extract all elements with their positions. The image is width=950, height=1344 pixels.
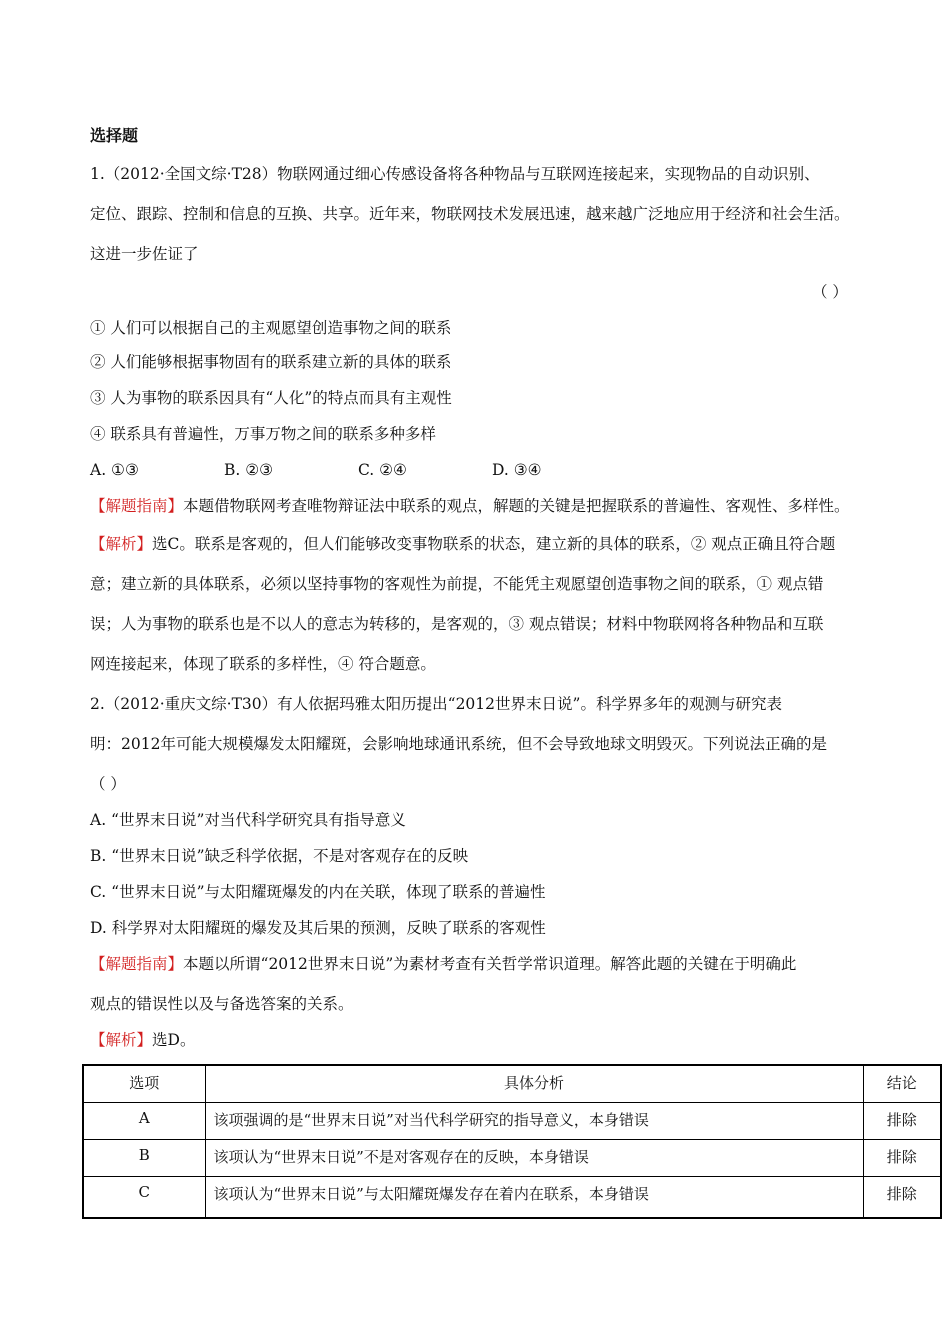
table-cell-option: C bbox=[83, 1176, 205, 1218]
q1-option-d: D. ③④ bbox=[492, 461, 542, 479]
table-cell-conclusion: 排除 bbox=[863, 1102, 941, 1139]
q1-guide-tag: 【解题指南】 bbox=[90, 497, 184, 515]
q2-option-d: D. 科学界对太阳耀斑的爆发及其后果的预测，反映了联系的客观性 bbox=[90, 919, 546, 937]
table-cell-conclusion: 排除 bbox=[863, 1176, 941, 1218]
q1-guide-text: 本题借物联网考查唯物辩证法中联系的观点，解题的关键是把握联系的普遍性、客观性、多样性。 bbox=[183, 497, 850, 515]
q1-analysis-text-1: 选C。联系是客观的，但人们能够改变事物联系的状态，建立新的具体的联系，② 观点正确且符合题 bbox=[152, 535, 836, 553]
q1-option-c: C. ②④ bbox=[358, 461, 407, 479]
q2-guide-line-2: 观点的错误性以及与备选答案的关系。 bbox=[90, 995, 354, 1013]
section-title: 选择题 bbox=[90, 126, 139, 145]
q1-analysis-line-2: 意；建立新的具体联系，必须以坚持事物的客观性为前提，不能凭主观愿望创造事物之间的联系，① 观点错 bbox=[90, 575, 824, 593]
table-header-conclusion: 结论 bbox=[863, 1065, 941, 1102]
q1-statement-3: ③ 人为事物的联系因具有“人化”的特点而具有主观性 bbox=[90, 389, 452, 407]
q1-analysis-line-3: 误；人为事物的联系也是不以人的意志为转移的，是客观的，③ 观点错误；材料中物联网将各种物品和互联 bbox=[90, 615, 824, 633]
q2-analysis-tag: 【解析】 bbox=[90, 1031, 153, 1049]
table-cell-analysis: 该项强调的是“世界末日说”对当代科学研究的指导意义，本身错误 bbox=[205, 1102, 863, 1139]
table-cell-analysis: 该项认为“世界末日说”不是对客观存在的反映，本身错误 bbox=[205, 1139, 863, 1176]
table-cell-option: B bbox=[83, 1139, 205, 1176]
q1-stem-line-2: 定位、跟踪、控制和信息的互换、共享。近年来，物联网技术发展迅速，越来越广泛地应用于经济和社会生活。 bbox=[90, 205, 850, 223]
q1-option-b: B. ②③ bbox=[224, 461, 274, 479]
q1-guide bbox=[90, 496, 850, 516]
q2-guide-tag: 【解题指南】 bbox=[90, 955, 184, 973]
q1-statement-2: ② 人们能够根据事物固有的联系建立新的具体的联系 bbox=[90, 353, 452, 371]
q1-analysis-line-1 bbox=[90, 534, 835, 554]
q2-option-a: A. “世界末日说”对当代科学研究具有指导意义 bbox=[90, 811, 406, 829]
table-row bbox=[83, 1176, 941, 1218]
q1-analysis-tag: 【解析】 bbox=[90, 535, 153, 553]
q1-answer-blank: （ ） bbox=[812, 283, 848, 301]
q1-stem-line-3: 这进一步佐证了 bbox=[90, 245, 199, 263]
q1-option-a: A. ①③ bbox=[90, 461, 139, 479]
table-row bbox=[83, 1139, 941, 1176]
table-header-option: 选项 bbox=[83, 1065, 205, 1102]
q2-guide-text-1: 本题以所谓“2012世界末日说”为素材考查有关哲学常识道理。解答此题的关键在于明确此 bbox=[183, 955, 797, 973]
q1-statement-1: ① 人们可以根据自己的主观愿望创造事物之间的联系 bbox=[90, 319, 452, 337]
q2-answer-blank: （ ） bbox=[90, 775, 126, 793]
q1-analysis-line-4: 网连接起来，体现了联系的多样性，④ 符合题意。 bbox=[90, 655, 436, 673]
q2-stem-line-2: 明：2012年可能大规模爆发太阳耀斑，会影响地球通讯系统，但不会导致地球文明毁灭。下列说法正确的是 bbox=[90, 735, 827, 753]
q2-guide-line-1 bbox=[90, 954, 796, 974]
table-cell-option: A bbox=[83, 1102, 205, 1139]
q2-option-b: B. “世界末日说”缺乏科学依据，不是对客观存在的反映 bbox=[90, 847, 469, 865]
q2-option-c: C. “世界末日说”与太阳耀斑爆发的内在关联，体现了联系的普遍性 bbox=[90, 883, 546, 901]
table-row bbox=[83, 1102, 941, 1139]
q2-analysis-table bbox=[82, 1064, 942, 1219]
table-header-row bbox=[83, 1065, 941, 1102]
q2-analysis bbox=[90, 1030, 195, 1050]
q2-analysis-text: 选D。 bbox=[152, 1031, 196, 1049]
table-header-analysis: 具体分析 bbox=[205, 1065, 863, 1102]
q2-stem-line-1: 2.（2012·重庆文综·T30）有人依据玛雅太阳历提出“2012世界末日说”。科学界多年的观测与研究表 bbox=[90, 695, 782, 713]
table-cell-conclusion: 排除 bbox=[863, 1139, 941, 1176]
q1-statement-4: ④ 联系具有普遍性，万事万物之间的联系多种多样 bbox=[90, 425, 436, 443]
q1-stem-line-1: 1.（2012·全国文综·T28）物联网通过细心传感设备将各种物品与互联网连接起来，实现物品的自动识别、 bbox=[90, 165, 820, 183]
table-cell-analysis: 该项认为“世界末日说”与太阳耀斑爆发存在着内在联系，本身错误 bbox=[205, 1176, 863, 1218]
